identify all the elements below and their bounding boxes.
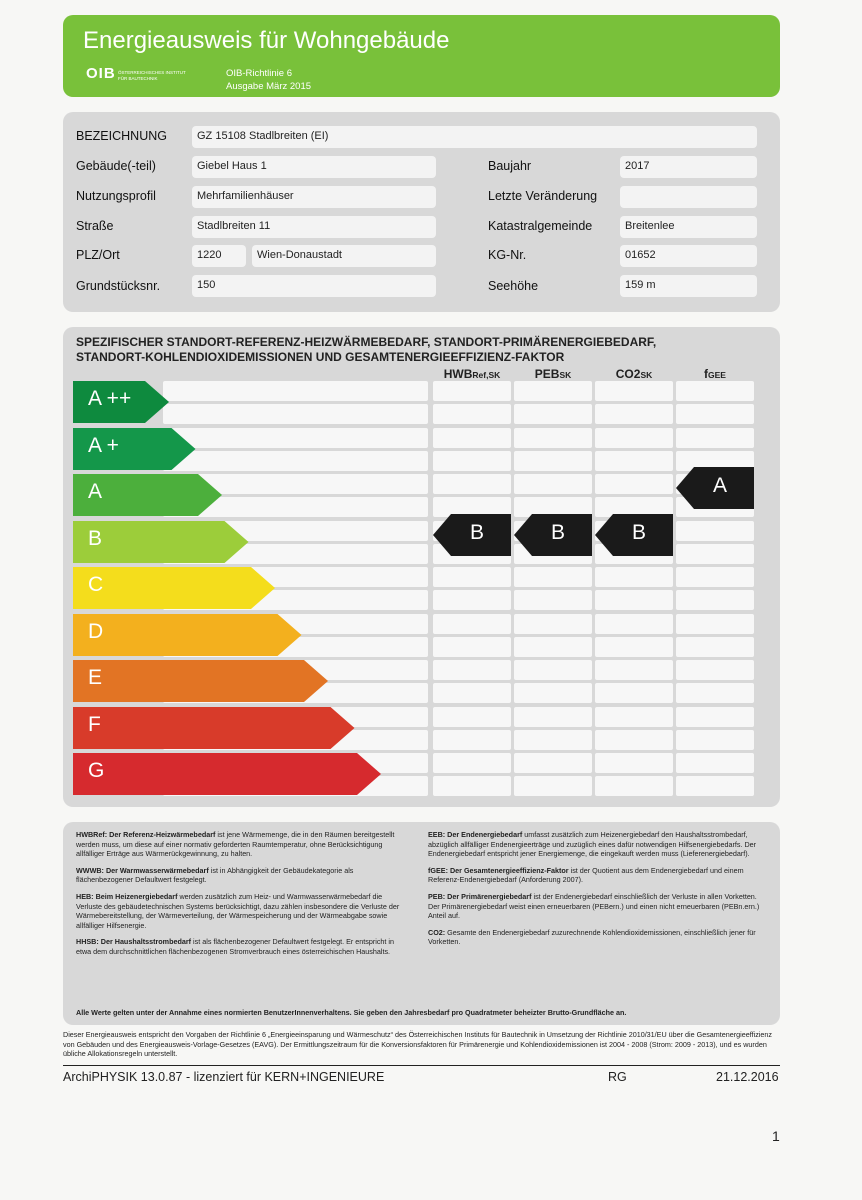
- issue-date: 21.12.2016: [716, 1070, 779, 1084]
- nutzungsprofil-label: Nutzungsprofil: [76, 189, 156, 203]
- definition-entry: [76, 937, 406, 956]
- scale-stripe: [163, 404, 428, 424]
- rating-cell: [433, 637, 511, 657]
- definition-text: ist der Quotient aus dem Endenergiebedarf und einem Referenz-Endenergiebedarf (Anforderung 2007).: [428, 865, 744, 885]
- rating-cell: [676, 521, 754, 541]
- energy-class-shape: [73, 614, 302, 656]
- rating-cell: [514, 567, 592, 587]
- rating-cell: [676, 428, 754, 448]
- author-initials: RG: [608, 1070, 627, 1084]
- energy-class-arrow-5: [73, 614, 302, 656]
- building-info-panel: [63, 112, 780, 312]
- rating-cell: [514, 590, 592, 610]
- column-header-sub: Ref,SK: [472, 370, 501, 380]
- rating-cell: [595, 660, 673, 680]
- seehoehe-field: 159 m: [620, 275, 757, 297]
- rating-marker-label: B: [469, 520, 484, 544]
- column-header-0: [433, 367, 511, 381]
- footer-divider: [63, 1065, 780, 1066]
- rating-cell: [514, 707, 592, 727]
- definitions-left-column: [76, 830, 406, 964]
- column-header-sub: GEE: [708, 370, 726, 380]
- energy-class-label: A ++: [88, 387, 132, 410]
- column-header-3: [676, 367, 754, 381]
- rating-marker-label: B: [550, 520, 565, 544]
- rating-cell: [676, 753, 754, 773]
- energy-scale-panel: [63, 327, 780, 807]
- column-header-main: f: [704, 367, 709, 381]
- energy-class-arrow-8: [73, 753, 381, 795]
- rating-marker-label: A: [712, 474, 727, 497]
- rating-cell: [595, 381, 673, 401]
- bezeichnung-field: GZ 15108 Stadlbreiten (EI): [192, 126, 757, 148]
- rating-cell: [433, 707, 511, 727]
- plz-ort-label: PLZ/Ort: [76, 248, 120, 262]
- bezeichnung-label: BEZEICHNUNG: [76, 129, 167, 143]
- energy-class-arrow-1: [73, 428, 196, 470]
- plz-field: 1220: [192, 245, 246, 267]
- rating-cell: [595, 404, 673, 424]
- rating-marker-label: B: [631, 520, 646, 544]
- energy-scale-title: [76, 335, 766, 365]
- rating-cell: [433, 660, 511, 680]
- rating-marker-2: [595, 514, 673, 556]
- energy-class-arrow-2: [73, 474, 222, 516]
- rating-cell: [595, 753, 673, 773]
- energy-class-shape: [73, 567, 275, 609]
- rating-cell: [676, 544, 754, 564]
- energy-class-label: A: [88, 480, 103, 503]
- energy-title-line1: SPEZIFISCHER STANDORT-REFERENZ-HEIZWÄRMEBEDARF, STANDORT-PRIMÄRENERGIEBEDARF,: [76, 335, 657, 349]
- rating-cell: [433, 404, 511, 424]
- definition-bold: Der Haushaltsstrombedarf: [100, 937, 192, 947]
- rating-cell: [433, 683, 511, 703]
- definition-text: ist in Abhängigkeit der Gebäudekategorie als flächenbezogener Defaultwert festgelegt.: [76, 865, 354, 885]
- rating-cell: [433, 428, 511, 448]
- definition-bold: Der Referenz-Heizwärmebedarf: [109, 830, 216, 839]
- column-header-sub: SK: [640, 370, 653, 380]
- rating-cell: [514, 730, 592, 750]
- rating-cell: [676, 637, 754, 657]
- katastralgemeinde-field: Breitenlee: [620, 216, 757, 238]
- guideline-edition: Ausgabe März 2015: [226, 81, 312, 92]
- energy-class-arrow-4: [73, 567, 275, 609]
- rating-cell: [676, 683, 754, 703]
- definition-entry: [428, 830, 763, 859]
- rating-cell: [433, 567, 511, 587]
- rating-cell: [595, 590, 673, 610]
- grundstueck-label: Grundstücksnr.: [76, 279, 161, 293]
- definition-entry: [428, 866, 763, 885]
- rating-cell: [676, 730, 754, 750]
- rating-cell: [433, 614, 511, 634]
- definition-term: fGEE:: [428, 865, 450, 875]
- energy-class-arrow-6: [73, 660, 328, 702]
- scale-stripe: [163, 381, 428, 401]
- energy-class-label: B: [88, 526, 103, 550]
- definition-bold: Der Gesamtenergieeffizienz-Faktor: [449, 865, 569, 875]
- rating-cell: [433, 590, 511, 610]
- certificate-header: [63, 15, 780, 97]
- rating-cell: [595, 428, 673, 448]
- rating-cell: [595, 614, 673, 634]
- energy-class-label: F: [88, 712, 101, 736]
- rating-cell: [433, 381, 511, 401]
- rating-marker-3: [676, 467, 754, 509]
- rating-cell: [433, 776, 511, 796]
- definition-text: ist als flächenbezogener Defaultwert festgelegt. Er entspricht in etwa dem durchschnittlichen flächenbezogenen Stromverbrauch eines österreichischen Haushalts.: [76, 937, 395, 956]
- rating-cell: [676, 660, 754, 680]
- rating-cell: [514, 381, 592, 401]
- rating-cell: [514, 404, 592, 424]
- rating-cell: [676, 614, 754, 634]
- definition-entry: [76, 866, 406, 885]
- kg-nr-field: 01652: [620, 245, 757, 267]
- rating-cell: [595, 451, 673, 471]
- katastralgemeinde-label: Katastralgemeinde: [488, 219, 593, 233]
- definition-entry: [76, 892, 406, 930]
- energy-class-label: E: [88, 666, 103, 689]
- definition-text: ist der Endenergiebedarf einschließlich der Verluste in allen Vorketten. Der Primärenergiebedarf weist einen erneuerbaren (PEBern.) und einen nicht erneuerbaren (PEBn.ern.) Anteil auf.: [428, 891, 760, 921]
- energy-class-label: A +: [88, 433, 119, 457]
- rating-marker-0: [433, 514, 511, 556]
- definition-term: HWBRef:: [76, 830, 110, 839]
- rating-cell: [514, 660, 592, 680]
- baujahr-field: 2017: [620, 156, 757, 178]
- column-header-main: PEB: [534, 367, 560, 381]
- column-header-1: [514, 367, 592, 381]
- seehoehe-label: Seehöhe: [488, 279, 539, 293]
- energy-class-label: D: [88, 619, 104, 643]
- definition-bold: Beim Heizenergiebedarf: [95, 891, 178, 901]
- rating-cell: [595, 474, 673, 494]
- rating-cell: [676, 707, 754, 727]
- scale-stripe: [163, 451, 428, 471]
- rating-cell: [595, 683, 673, 703]
- rating-cell: [514, 451, 592, 471]
- rating-cell: [433, 730, 511, 750]
- rating-cell: [595, 707, 673, 727]
- definition-bold: Der Warmwasserwärmebedarf: [105, 865, 209, 875]
- definition-term: HEB:: [76, 891, 96, 901]
- grundstueck-field: 150: [192, 275, 436, 297]
- definition-bold: Der Endenergiebedarf: [447, 830, 523, 839]
- definitions-note: Alle Werte gelten unter der Annahme eines normierten BenutzerInnenverhaltens. Sie geben den Jahresbedarf pro Quadratmeter beheizter Brutto-Grundfläche an.: [76, 1008, 627, 1017]
- strasse-field: Stadlbreiten 11: [192, 216, 436, 238]
- rating-cell: [514, 614, 592, 634]
- gebaeude-label: Gebäude(-teil): [76, 159, 156, 173]
- definition-term: PEB:: [428, 891, 448, 901]
- rating-cell: [676, 567, 754, 587]
- baujahr-label: Baujahr: [488, 159, 532, 173]
- page-number: 1: [772, 1128, 780, 1144]
- energy-class-arrow-7: [73, 707, 355, 749]
- definitions-panel: [63, 822, 780, 1025]
- column-header-main: CO2: [615, 367, 641, 381]
- energy-class-shape: [73, 707, 355, 749]
- rating-cell: [514, 683, 592, 703]
- definition-text: Gesamte den Endenergiebedarf zuzurechnende Kohlendioxidemissionen, einschließlich jener für Vorketten.: [428, 927, 756, 947]
- rating-cell: [514, 474, 592, 494]
- letzte-veraenderung-field: [620, 186, 757, 208]
- oib-logo-subtitle: ÖSTERREICHISCHES INSTITUT FÜR BAUTECHNIK: [118, 70, 186, 81]
- energy-class-label: C: [88, 573, 104, 596]
- definition-text: umfasst zusätzlich zum Heizenergiebedarf den Haushaltsstrombedarf, abzüglich allfälliger Endenergieerträge und zuzüglich eines dafür notwendigen Hilfsenergiebedarfs. Der Endenergiebedarf entspricht jener Energiemenge, die eingekauft werden muss (Lieferenergiebedarf).: [428, 830, 757, 859]
- rating-cell: [433, 753, 511, 773]
- rating-cell: [433, 451, 511, 471]
- definition-term: HHSB:: [76, 937, 101, 947]
- guideline-info: [226, 67, 311, 93]
- rating-cell: [514, 776, 592, 796]
- column-header-main: HWB: [443, 367, 473, 381]
- rating-cell: [595, 567, 673, 587]
- energy-class-shape: [73, 660, 328, 702]
- nutzungsprofil-field: Mehrfamilienhäuser: [192, 186, 436, 208]
- scale-stripe: [163, 428, 428, 448]
- rating-cell: [676, 776, 754, 796]
- energy-class-arrow-0: [73, 381, 169, 423]
- rating-cell: [676, 381, 754, 401]
- letzte-veraenderung-label: Letzte Veränderung: [488, 189, 598, 203]
- definition-text: ist jene Wärmemenge, die in den Räumen bereitgestellt werden muss, um diese auf einer normativ geforderten Raumtemperatur, ohne Berücksichtigung allfälliger Erträge aus Wärmerückgewinnung, zu halten.: [76, 830, 395, 859]
- definition-term: EEB:: [428, 830, 448, 839]
- kg-nr-label: KG-Nr.: [488, 248, 527, 262]
- rating-cell: [433, 474, 511, 494]
- energy-title-line2: STANDORT-KOHLENDIOXIDEMISSIONEN UND GESAMTENERGIEEFFIZIENZ-FAKTOR: [76, 350, 565, 364]
- definition-entry: [428, 892, 763, 921]
- oib-logo: OIB: [86, 65, 116, 82]
- document-title: Energieausweis für Wohngebäude: [83, 27, 450, 54]
- rating-cell: [595, 730, 673, 750]
- rating-cell: [514, 637, 592, 657]
- gebaeude-field: Giebel Haus 1: [192, 156, 436, 178]
- column-header-2: [595, 367, 673, 381]
- energy-class-label: G: [88, 759, 105, 782]
- energy-class-arrow-3: [73, 521, 249, 563]
- rating-cell: [595, 776, 673, 796]
- energy-class-shape: [73, 753, 381, 795]
- definition-text: werden zusätzlich zum Heiz- und Warmwasserwärmebedarf die Verluste des gebäudetechnischen Systems berücksichtigt, dazu zählen insbesondere die Verluste der Wärmebereitstellung, der Wärmeverteilung, der Wärmespeicherung und der Wärmeabgabe sowie allfälliger Hilfsenergie.: [76, 891, 400, 930]
- definition-entry: [76, 830, 406, 859]
- definitions-right-column: [428, 830, 763, 954]
- rating-cell: [676, 404, 754, 424]
- definition-term: WWWB:: [76, 865, 106, 875]
- definition-entry: [428, 928, 763, 947]
- legal-footer-text: Dieser Energieausweis entspricht den Vorgaben der Richtlinie 6 „Energieeinsparung und Wärmeschutz“ des Österreichischen Instituts für Bautechnik in Umsetzung der Richtlinie 2010/31/EU über die Gesamtenergieeffizienz von Gebäuden und des Energieausweis-Vorlage-Gesetzes (EAVG). Der Ermittlungszeitraum für die Konversionsfaktoren für Primärenergie und Kohlendioxidemissionen ist 2004 - 2008 (Strom: 2009 - 2013), und es wurden übliche Allokationsregeln unterstellt.: [63, 1030, 773, 1059]
- guideline-name: OIB-Richtlinie 6: [226, 68, 292, 79]
- rating-marker-1: [514, 514, 592, 556]
- rating-cell: [595, 637, 673, 657]
- rating-cell: [676, 590, 754, 610]
- definition-bold: Der Primärenergiebedarf: [447, 891, 532, 901]
- definition-term: CO2:: [428, 927, 448, 937]
- column-header-sub: SK: [559, 370, 572, 380]
- ort-field: Wien-Donaustadt: [252, 245, 436, 267]
- rating-cell: [514, 428, 592, 448]
- software-license: ArchiPHYSIK 13.0.87 - lizenziert für KERN+INGENIEURE: [63, 1070, 385, 1084]
- strasse-label: Straße: [76, 219, 114, 233]
- rating-cell: [514, 753, 592, 773]
